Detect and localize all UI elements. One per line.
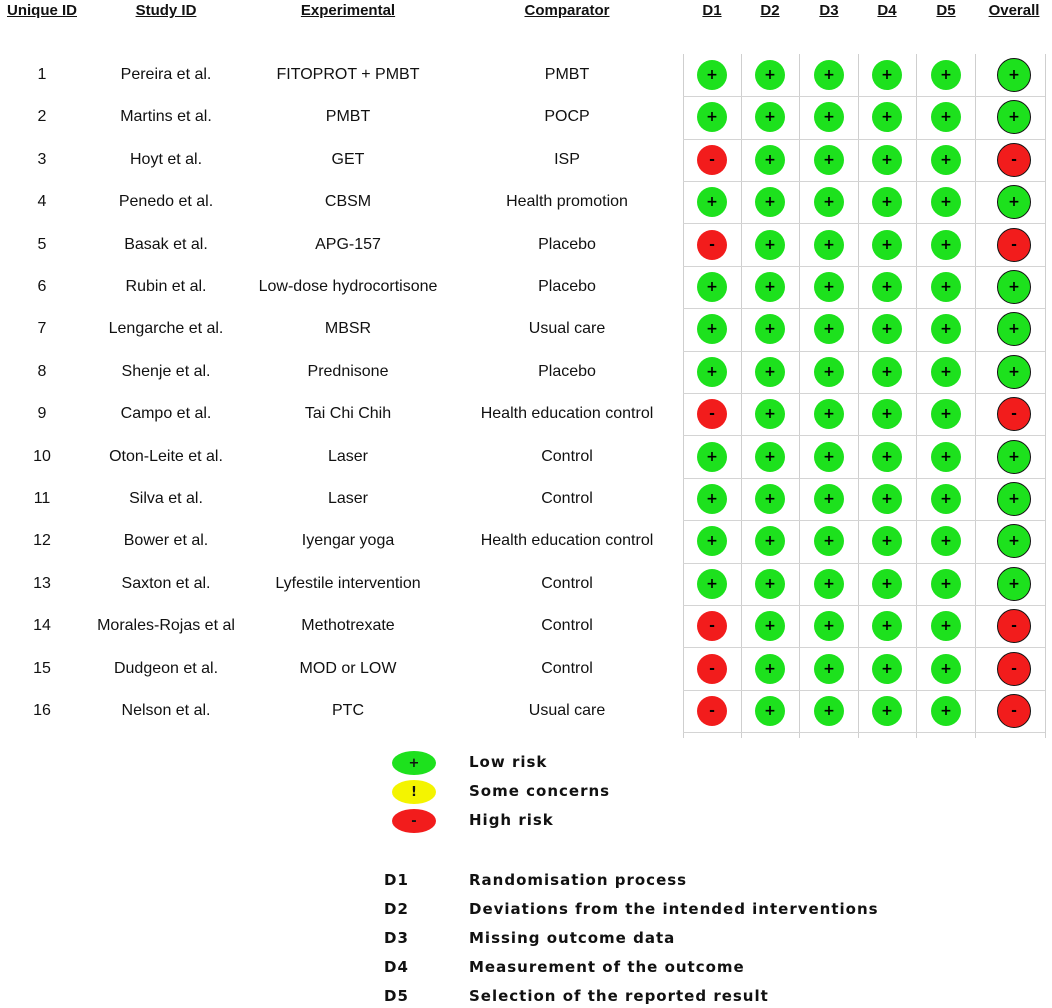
judgement-dot-d1: - (697, 654, 727, 684)
overall-dot: + (997, 524, 1031, 558)
cell-study-id: Dudgeon et al. (113, 659, 219, 677)
judgement-dot-d5: + (931, 399, 961, 429)
cell-study-id: Silva et al. (129, 490, 203, 507)
cell-experimental: MBSR (324, 320, 372, 338)
header-d5: D5 (936, 2, 956, 19)
domain-label: Randomisation process (469, 871, 688, 889)
judgement-dot-d1: + (697, 484, 727, 514)
overall-dot: + (997, 100, 1031, 134)
cell-study-id: Shenje et al. (121, 362, 211, 380)
cell-unique-id: 8 (37, 362, 47, 380)
grid-line-horizontal (683, 266, 1045, 267)
cell-unique-id: 13 (33, 574, 51, 592)
cell-study-id: Pereira et al. (120, 66, 212, 83)
judgement-dot-d1: - (697, 696, 727, 726)
judgement-dot-d3: + (814, 399, 844, 429)
judgement-dot-d4: + (872, 442, 902, 472)
judgement-dot-d5: + (931, 314, 961, 344)
judgement-dot-d3: + (814, 230, 844, 260)
cell-experimental: CBSM (324, 193, 372, 211)
judgement-dot-d3: + (814, 611, 844, 641)
judgement-dot-d2: + (755, 654, 785, 684)
cell-study-id: Martins et al. (120, 108, 212, 126)
cell-unique-id: 10 (33, 447, 51, 465)
judgement-dot-d4: + (872, 696, 902, 726)
cell-unique-id: 4 (37, 193, 47, 211)
judgement-dot-d5: + (931, 442, 961, 472)
judgement-dot-d2: + (755, 145, 785, 175)
cell-comparator: PMBT (544, 66, 590, 83)
cell-experimental: PTC (332, 702, 364, 719)
legend-some-dot: ! (392, 780, 436, 804)
cell-unique-id: 7 (37, 320, 47, 338)
judgement-dot-d3: + (814, 484, 844, 514)
grid-line-vertical (916, 54, 917, 738)
cell-experimental: MOD or LOW (299, 659, 397, 677)
judgement-dot-d2: + (755, 102, 785, 132)
domain-label: Deviations from the intended interventions (469, 900, 879, 918)
judgement-dot-d4: + (872, 230, 902, 260)
cell-unique-id: 16 (33, 702, 51, 719)
judgement-dot-d2: + (755, 526, 785, 556)
judgement-dot-d1: - (697, 611, 727, 641)
cell-unique-id: 12 (33, 532, 51, 550)
cell-experimental: Iyengar yoga (301, 532, 395, 550)
cell-comparator: Placebo (538, 278, 596, 295)
judgement-dot-d3: + (814, 569, 844, 599)
overall-dot: + (997, 312, 1031, 346)
cell-study-id: Oton-Leite et al. (109, 447, 223, 465)
judgement-dot-d2: + (755, 272, 785, 302)
cell-experimental: Laser (327, 447, 369, 465)
header-d4: D4 (877, 2, 897, 19)
judgement-dot-d3: + (814, 314, 844, 344)
cell-study-id: Penedo et al. (118, 193, 214, 211)
judgement-dot-d4: + (872, 102, 902, 132)
grid-line-horizontal (683, 563, 1045, 564)
cell-study-id: Morales-Rojas et al (97, 617, 235, 635)
domain-code: D3 (384, 929, 409, 947)
judgement-dot-d3: + (814, 696, 844, 726)
judgement-dot-d1: + (697, 102, 727, 132)
domain-code: D1 (384, 871, 409, 889)
judgement-dot-d1: + (697, 569, 727, 599)
domain-code: D2 (384, 900, 409, 918)
cell-unique-id: 11 (33, 490, 51, 507)
judgement-dot-d2: + (755, 696, 785, 726)
grid-line-vertical (975, 54, 976, 738)
judgement-dot-d3: + (814, 60, 844, 90)
cell-unique-id: 2 (37, 108, 47, 126)
cell-comparator: Control (541, 659, 593, 677)
judgement-dot-d3: + (814, 145, 844, 175)
cell-study-id: Basak et al. (124, 235, 208, 253)
cell-experimental: GET (331, 150, 365, 168)
judgement-dot-d3: + (814, 187, 844, 217)
judgement-dot-d1: + (697, 60, 727, 90)
domain-label: Measurement of the outcome (469, 958, 745, 976)
grid-line-vertical (683, 54, 684, 738)
overall-dot: + (997, 567, 1031, 601)
cell-unique-id: 14 (33, 617, 51, 635)
domain-code: D5 (384, 987, 409, 1005)
judgement-dot-d5: + (931, 272, 961, 302)
judgement-dot-d3: + (814, 102, 844, 132)
judgement-dot-d4: + (872, 314, 902, 344)
cell-unique-id: 5 (37, 235, 47, 253)
judgement-dot-d1: - (697, 230, 727, 260)
grid-line-horizontal (683, 351, 1045, 352)
grid-line-horizontal (683, 478, 1045, 479)
overall-dot: - (997, 609, 1031, 643)
header-comparator: Comparator (524, 2, 610, 19)
cell-experimental: Low-dose hydrocortisone (258, 278, 438, 295)
grid-line-horizontal (683, 690, 1045, 691)
grid-line-horizontal (683, 520, 1045, 521)
judgement-dot-d2: + (755, 314, 785, 344)
cell-unique-id: 3 (37, 150, 47, 168)
judgement-dot-d1: - (697, 145, 727, 175)
overall-dot: + (997, 58, 1031, 92)
judgement-dot-d4: + (872, 399, 902, 429)
judgement-dot-d3: + (814, 442, 844, 472)
judgement-dot-d2: + (755, 230, 785, 260)
legend-some-label: Some concerns (469, 782, 611, 800)
judgement-dot-d5: + (931, 102, 961, 132)
header-d2: D2 (760, 2, 780, 19)
cell-study-id: Campo et al. (120, 405, 212, 423)
header-experimental: Experimental (300, 2, 396, 19)
cell-comparator: Control (541, 617, 593, 635)
judgement-dot-d5: + (931, 145, 961, 175)
cell-experimental: Tai Chi Chih (304, 405, 392, 423)
judgement-dot-d1: + (697, 526, 727, 556)
legend-high-dot: - (392, 809, 436, 833)
cell-comparator: Health education control (480, 532, 654, 550)
judgement-dot-d3: + (814, 357, 844, 387)
grid-line-vertical (799, 54, 800, 738)
grid-line-vertical (858, 54, 859, 738)
judgement-dot-d5: + (931, 526, 961, 556)
judgement-dot-d2: + (755, 611, 785, 641)
grid-line-horizontal (683, 435, 1045, 436)
cell-unique-id: 15 (33, 659, 51, 677)
grid-line-horizontal (683, 732, 1045, 733)
overall-dot: + (997, 482, 1031, 516)
judgement-dot-d1: + (697, 357, 727, 387)
judgement-dot-d5: + (931, 60, 961, 90)
judgement-dot-d4: + (872, 569, 902, 599)
judgement-dot-d3: + (814, 272, 844, 302)
judgement-dot-d1: + (697, 187, 727, 217)
grid-line-vertical (741, 54, 742, 738)
judgement-dot-d4: + (872, 145, 902, 175)
judgement-dot-d4: + (872, 526, 902, 556)
cell-unique-id: 6 (37, 278, 47, 295)
cell-comparator: POCP (544, 108, 590, 126)
judgement-dot-d4: + (872, 187, 902, 217)
judgement-dot-d1: + (697, 272, 727, 302)
cell-study-id: Hoyt et al. (129, 150, 203, 168)
judgement-dot-d5: + (931, 357, 961, 387)
cell-unique-id: 9 (37, 405, 47, 423)
judgement-dot-d1: + (697, 442, 727, 472)
judgement-dot-d5: + (931, 187, 961, 217)
cell-comparator: Usual care (528, 702, 606, 719)
cell-experimental: APG-157 (315, 235, 381, 253)
header-d1: D1 (702, 2, 722, 19)
domain-code: D4 (384, 958, 409, 976)
header-unique-id: Unique ID (7, 2, 77, 19)
overall-dot: + (997, 185, 1031, 219)
legend-low-label: Low risk (469, 753, 548, 771)
judgement-dot-d4: + (872, 654, 902, 684)
cell-study-id: Lengarche et al. (108, 320, 224, 338)
judgement-dot-d4: + (872, 357, 902, 387)
judgement-dot-d1: + (697, 314, 727, 344)
grid-line-horizontal (683, 605, 1045, 606)
header-overall: Overall (988, 2, 1040, 19)
judgement-dot-d2: + (755, 484, 785, 514)
judgement-dot-d2: + (755, 357, 785, 387)
cell-comparator: Control (541, 574, 593, 592)
grid-line-vertical (1045, 54, 1046, 738)
judgement-dot-d2: + (755, 442, 785, 472)
cell-comparator: Placebo (538, 362, 596, 380)
judgement-dot-d5: + (931, 230, 961, 260)
overall-dot: - (997, 397, 1031, 431)
judgement-dot-d2: + (755, 187, 785, 217)
cell-comparator: Health promotion (506, 193, 628, 211)
grid-line-horizontal (683, 393, 1045, 394)
judgement-dot-d4: + (872, 611, 902, 641)
grid-line-horizontal (683, 139, 1045, 140)
cell-experimental: PMBT (325, 108, 371, 126)
cell-study-id: Bower et al. (123, 532, 209, 550)
cell-experimental: Lyfestile intervention (275, 574, 421, 592)
judgement-dot-d3: + (814, 654, 844, 684)
cell-experimental: FITOPROT + PMBT (276, 66, 420, 83)
judgement-dot-d1: - (697, 399, 727, 429)
overall-dot: - (997, 228, 1031, 262)
legend-low-dot: + (392, 751, 436, 775)
judgement-dot-d4: + (872, 60, 902, 90)
judgement-dot-d5: + (931, 654, 961, 684)
judgement-dot-d2: + (755, 569, 785, 599)
cell-experimental: Laser (327, 490, 369, 507)
judgement-dot-d5: + (931, 611, 961, 641)
domain-label: Selection of the reported result (469, 987, 769, 1005)
overall-dot: + (997, 355, 1031, 389)
grid-line-horizontal (683, 308, 1045, 309)
judgement-dot-d5: + (931, 569, 961, 599)
cell-comparator: Usual care (528, 320, 606, 338)
judgement-dot-d5: + (931, 696, 961, 726)
header-d3: D3 (819, 2, 839, 19)
header-study-id: Study ID (135, 2, 197, 19)
cell-study-id: Rubin et al. (125, 278, 207, 295)
cell-study-id: Saxton et al. (121, 574, 211, 592)
overall-dot: - (997, 694, 1031, 728)
cell-experimental: Methotrexate (301, 617, 395, 635)
grid-line-horizontal (683, 181, 1045, 182)
judgement-dot-d4: + (872, 484, 902, 514)
cell-comparator: Health education control (480, 405, 654, 423)
judgement-dot-d5: + (931, 484, 961, 514)
grid-line-horizontal (683, 647, 1045, 648)
legend-high-label: High risk (469, 811, 554, 829)
judgement-dot-d2: + (755, 399, 785, 429)
judgement-dot-d2: + (755, 60, 785, 90)
judgement-dot-d4: + (872, 272, 902, 302)
cell-unique-id: 1 (37, 66, 47, 83)
overall-dot: + (997, 440, 1031, 474)
cell-comparator: Control (541, 447, 593, 465)
cell-study-id: Nelson et al. (121, 702, 211, 719)
domain-label: Missing outcome data (469, 929, 676, 947)
overall-dot: - (997, 143, 1031, 177)
cell-experimental: Prednisone (307, 362, 389, 380)
cell-comparator: ISP (554, 150, 580, 168)
overall-dot: + (997, 270, 1031, 304)
cell-comparator: Control (541, 490, 593, 507)
grid-line-horizontal (683, 223, 1045, 224)
judgement-dot-d3: + (814, 526, 844, 556)
grid-line-horizontal (683, 96, 1045, 97)
cell-comparator: Placebo (538, 235, 596, 253)
overall-dot: - (997, 652, 1031, 686)
